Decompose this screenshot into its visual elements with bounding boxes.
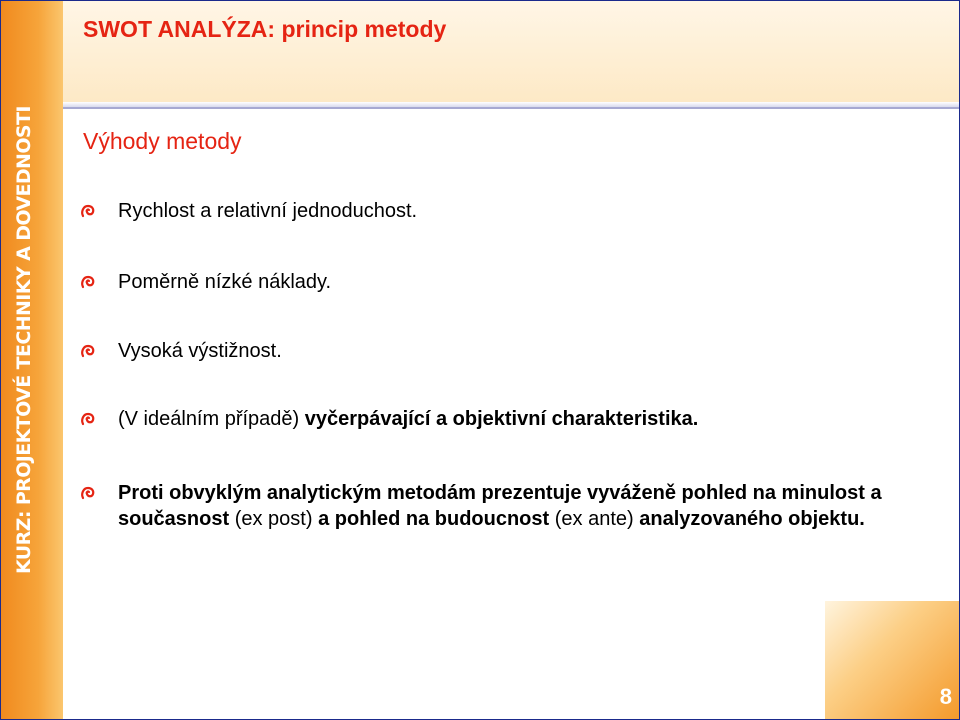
- bullet-text-bold: a pohled na budoucnost: [318, 508, 550, 530]
- page-number: 8: [939, 684, 952, 709]
- bullet-text: [118, 198, 908, 224]
- bullet-text: [118, 406, 908, 432]
- bullet-text-bold: vyčerpávající a objektivní charakteristika.: [304, 408, 699, 430]
- bullet-text-regular: (ex post): [229, 508, 319, 530]
- section-subtitle: Výhody metody: [83, 128, 242, 154]
- slide-title: SWOT ANALÝZA: princip metody: [83, 16, 447, 42]
- bullet-text-regular: Vysoká výstižnost.: [118, 340, 282, 362]
- bullet-text-regular: Rychlost a relativní jednoduchost.: [118, 200, 418, 222]
- bullet-text: [118, 480, 908, 532]
- bullet-text-bold: analyzovaného objektu.: [639, 508, 865, 530]
- bullet-text-regular: (ex ante): [549, 508, 640, 530]
- swirl-bullet-icon: [80, 344, 96, 360]
- bullet-text-regular: Poměrně nízké náklady.: [118, 271, 332, 293]
- bullet-text-bold: Proti obvyklým analytickým metodám prezentuje vyváženě pohled na minulost a současnost: [118, 482, 882, 530]
- header-divider: [63, 102, 959, 109]
- sidebar-course-label: KURZ: PROJEKTOVÉ TECHNIKY A DOVEDNOSTI: [13, 106, 35, 574]
- bullet-text: [118, 338, 908, 364]
- bullet-text-regular: (V ideálním případě): [118, 408, 305, 430]
- swirl-bullet-icon: [80, 486, 96, 502]
- bullet-item: [80, 269, 910, 295]
- swirl-bullet-icon: [80, 275, 96, 291]
- bullet-text: [118, 269, 908, 295]
- bullet-item: [80, 406, 910, 432]
- bullet-item: [80, 198, 910, 224]
- swirl-bullet-icon: [80, 412, 96, 428]
- swirl-bullet-icon: [80, 204, 96, 220]
- bullet-item: [80, 480, 910, 532]
- bullet-item: [80, 338, 910, 364]
